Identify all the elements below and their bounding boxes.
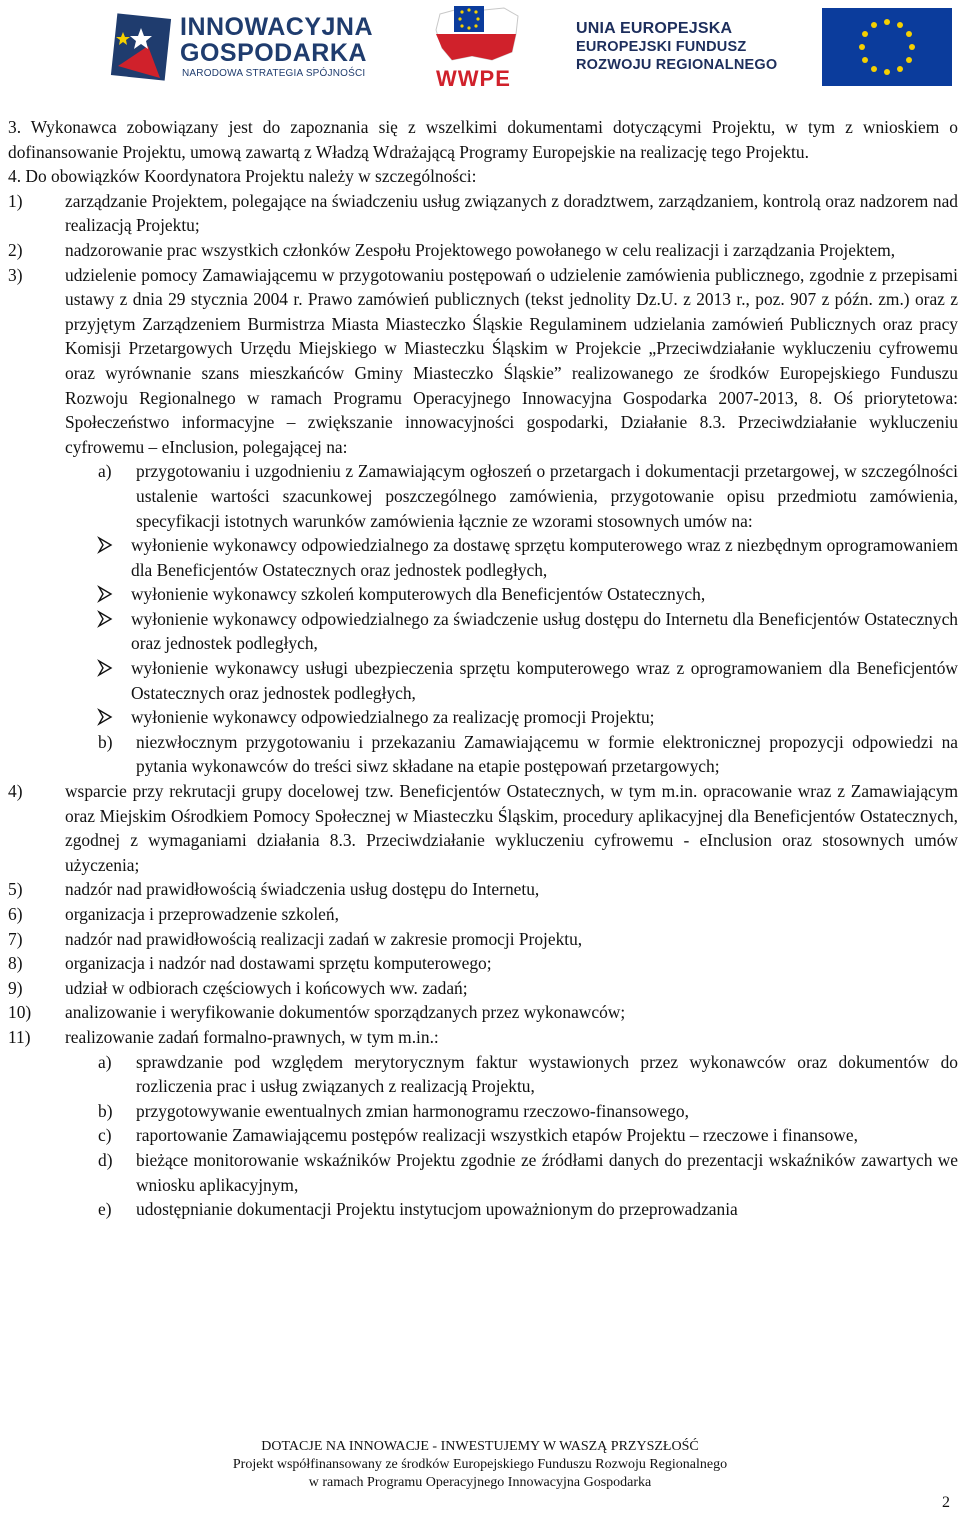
sub-list-item: a) sprawdzanie pod względem merytorycznym faktur wystawionych przez wykonawców oraz dokumentów do rozliczenia prac i usług związanych z realizacją Projektu, <box>98 1051 958 1097</box>
list-item: 9) udział w odbiorach częściowych i końcowych ww. zadań; <box>8 977 468 998</box>
list-item: 5) nadzór nad prawidłowością świadczenia usług dostępu do Internetu, <box>8 879 540 900</box>
sub-list-item: d) bieżące monitorowanie wskaźników Projektu zgodnie ze źródłami danych do prezentacji wskaźników zawartych we wniosku aplikacyjnym, <box>98 1149 958 1195</box>
paragraph-3: 3. Wykonawca zobowiązany jest do zapoznania się z wszelkimi dokumentami dotyczącymi Projektu, w tym z wnioskiem o dofinansowanie Projektu, umową zawartą z Władzą Wdrażającą Programy Europejskie na realizację tego Projektu. <box>8 117 958 162</box>
wwpe-logo-text: WWPE <box>436 66 511 91</box>
eu-logo <box>564 4 954 90</box>
poland-map-icon <box>432 4 524 64</box>
page-number: 2 <box>942 1494 950 1511</box>
document-body <box>8 115 958 1222</box>
sub-list-item: b) przygotowywanie ewentualnych zmian harmonogramu rzeczowo-finansowego, <box>98 1100 689 1121</box>
arrow-bullet-icon <box>96 659 114 677</box>
eu-logo-text: UNIA EUROPEJSKA EUROPEJSKI FUNDUSZ ROZWOJU REGIONALNEGO <box>576 20 778 73</box>
sub-list-item: e) udostępnianie dokumentacji Projektu instytucjom upoważnionym do przeprowadzania <box>98 1199 738 1220</box>
list-item: 4) wsparcie przy rekrutacji grupy docelowej tzw. Beneficjentów Ostatecznych, w tym m.in. opracowanie wraz z Zamawiającym oraz Miejskim Ośrodkiem Pomocy Społecznej w Miasteczku Śląskim, procedury aplikacyjnej dla Beneficjentów Ostatecznych, zgodnej z wymaganiami działania 8.3. Przeciwdziałanie wykluczeniu cyfrowemu - eInclusion oraz stosownych umów użyczenia; <box>8 781 958 875</box>
list-item: 3) udzielenie pomocy Zamawiającemu w przygotowaniu postępowań o udzielenie zamówienia publicznego, zgodnie z przepisami ustawy z dnia 29 stycznia 2004 r. Prawo zamówień publicznych (tekst jednolity Dz.U. z 2013 r., poz. 907 z późn. zm.) oraz z przyjętym Zarządzeniem Burmistrza Miasta Miasteczko Śląskie Regulaminem udzielania zamówień Publicznych oraz pracy Komisji Przetargowych Urzędu Miejskiego w Miasteczku Śląskim w Projekcie „Przeciwdziałanie wykluczeniu cyfrowemu oraz wyrównanie szans mieszkańców Gminy Miasteczko Śląskie” realizowanego ze środków Europejskiego Funduszu Rozwoju Regionalnego w ramach Programu Operacyjnego Innowacyjna Gospodarka 2007-2013, 8. Oś priorytetowa: Społeczeństwo informacyjne – zwiększanie innowacyjności gospodarki, Działanie 8.3. Przeciwdziałanie wykluczeniu cyfrowemu – eInclusion, polegającej na: <box>8 264 958 457</box>
sub-list-item: b) niezwłocznym przygotowaniu i przekazaniu Zamawiającemu w formie elektronicznej propozycji odpowiedzi na pytania wykonawców do treści siwz składane na etapie postępowań przetargowych; <box>98 731 958 777</box>
footer-line-3: w ramach Programu Operacyjnego Innowacyjna Gospodarka <box>308 1475 652 1490</box>
bullet-item: wyłonienie wykonawcy odpowiedzialnego za świadczenie usług dostępu do Internetu dla Beneficjentów Ostatecznych oraz jednostek podległych, <box>8 607 958 656</box>
page-header <box>0 0 960 100</box>
list-item: 2) nadzorowanie prac wszystkich członków Zespołu Projektowego powołanego w celu realizacji i zarządzania Projektem, <box>8 239 896 260</box>
bullet-item: wyłonienie wykonawcy szkoleń komputerowych dla Beneficjentów Ostatecznych, <box>8 582 958 607</box>
arrow-bullet-icon <box>96 585 114 603</box>
list-item: 10) analizowanie i weryfikowanie dokumentów sporządzanych przez wykonawców; <box>8 1002 626 1023</box>
ig-logo-subtitle: NARODOWA STRATEGIA SPÓJNOŚCI <box>182 68 366 79</box>
sub-list-item: a) przygotowaniu i uzgodnieniu z Zamawiającym ogłoszeń o przetargach i dokumentacji przetargowej, w szczególności ustalenie wartości szacunkowej poszczególnego zamówienia, przygotowanie opisu przedmiotu zamówienia, specyfikacji istotnych warunków zamówienia łącznie ze wzorami stosownych umów na: <box>98 461 958 531</box>
arrow-bullet-icon <box>96 536 114 554</box>
list-item: 11) realizowanie zadań formalno-prawnych, w tym m.in.: <box>8 1026 439 1047</box>
paragraph-4: 4. Do obowiązków Koordynatora Projektu należy w szczególności: <box>8 166 477 187</box>
bullet-item: wyłonienie wykonawcy usługi ubezpieczenia sprzętu komputerowego wraz z oprogramowaniem dla Beneficjentów Ostatecznych oraz jednostek podległych, <box>8 656 958 705</box>
list-item: 8) organizacja i nadzór nad dostawami sprzętu komputerowego; <box>8 953 492 974</box>
footer-line-1: DOTACJE NA INNOWACJE - INWESTUJEMY W WASZĄ PRZYSZŁOŚĆ <box>261 1439 699 1454</box>
innowacyjna-gospodarka-logo <box>108 8 374 88</box>
list-item: 6) organizacja i przeprowadzenie szkoleń, <box>8 904 339 924</box>
page-footer <box>0 1438 960 1492</box>
eu-flag-icon <box>822 8 952 86</box>
sub-list-item: c) raportowanie Zamawiającemu postępów realizacji wszystkich etapów Projektu – rzeczowe i finansowe, <box>98 1125 858 1146</box>
ig-logo-mark-icon <box>108 8 174 88</box>
bullet-item: wyłonienie wykonawcy odpowiedzialnego za realizację promocji Projektu; <box>8 705 958 730</box>
wwpe-logo <box>432 4 524 92</box>
bullet-item: wyłonienie wykonawcy odpowiedzialnego za dostawę sprzętu komputerowego wraz z niezbędnym oprogramowaniem dla Beneficjentów Ostatecznych oraz jednostek podległych, <box>8 533 958 582</box>
list-item: 1) zarządzanie Projektem, polegające na świadczeniu usług związanych z doradztwem, zarządzaniem, kontrolą oraz nadzorem nad realizacją Projektu; <box>8 190 958 236</box>
arrow-bullet-icon <box>96 708 114 726</box>
ig-logo-title: INNOWACYJNA GOSPODARKA <box>180 13 374 67</box>
arrow-bullet-icon <box>96 610 114 628</box>
footer-line-2: Projekt współfinansowany ze środków Europejskiego Funduszu Rozwoju Regionalnego <box>232 1457 728 1472</box>
list-item: 7) nadzór nad prawidłowością realizacji zadań w zakresie promocji Projektu, <box>8 928 583 949</box>
